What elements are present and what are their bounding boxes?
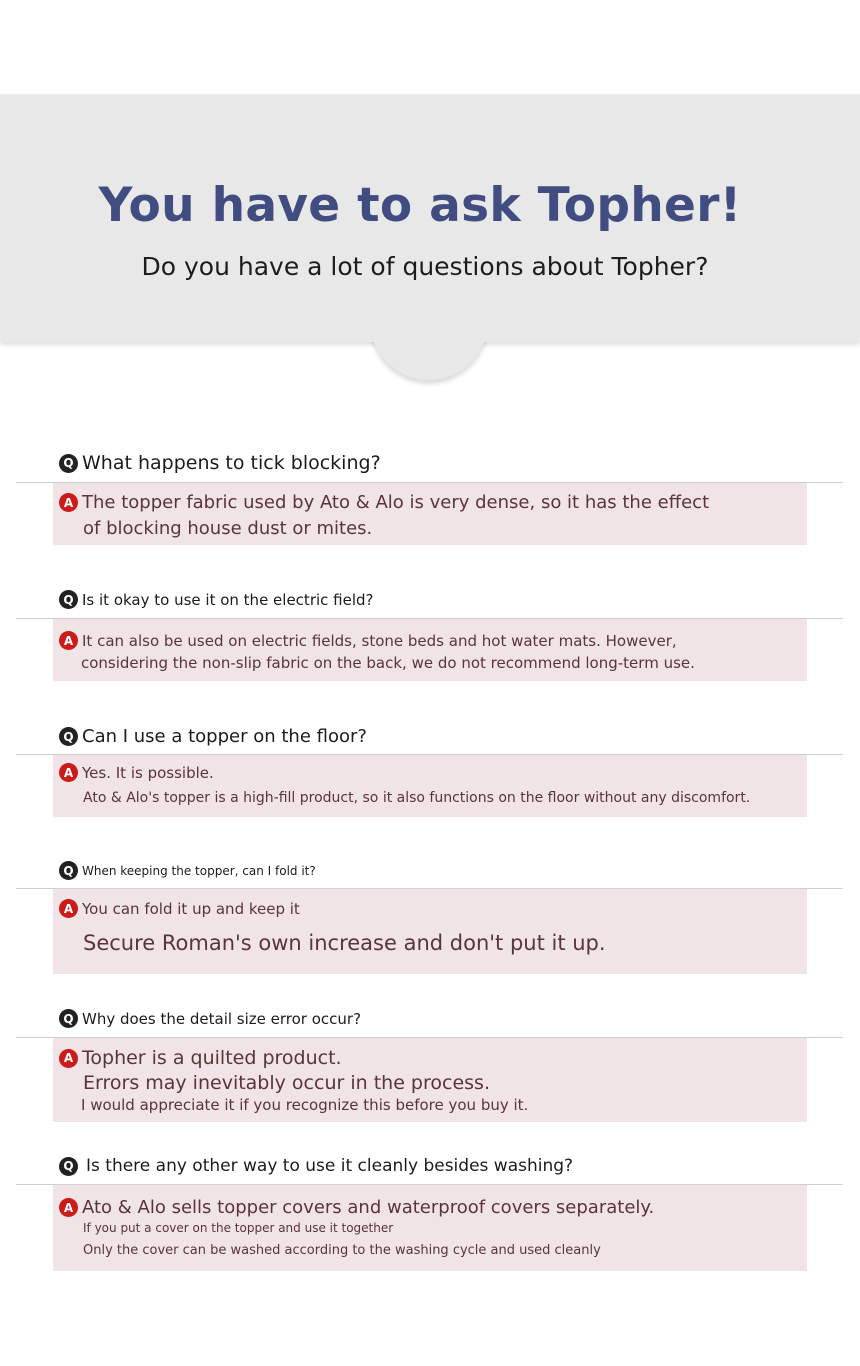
faq-question-text: Is there any other way to use it cleanly besides washing?	[86, 1156, 574, 1176]
faq-question-text: Can I use a topper on the floor?	[82, 726, 367, 747]
answer-badge-icon: A	[59, 1198, 78, 1217]
faq-answer-text: Only the cover can be washed according to the washing cycle and used cleanly	[83, 1243, 601, 1258]
faq-question-text: When keeping the topper, can I fold it?	[82, 863, 316, 878]
faq-answer-text: Errors may inevitably occur in the process.	[83, 1072, 490, 1094]
faq-answer-box	[53, 619, 807, 681]
faq-answer-line	[59, 899, 300, 918]
faq-answer-text: You can fold it up and keep it	[82, 899, 300, 918]
faq-answer-text: considering the non-slip fabric on the back, we do not recommend long-term use.	[81, 654, 695, 672]
faq-answer-text: I would appreciate it if you recognize this before you buy it.	[81, 1096, 529, 1114]
faq-answer-box	[53, 1038, 807, 1122]
faq-answer-text: If you put a cover on the topper and use it together	[83, 1221, 394, 1235]
answer-badge-icon: A	[59, 631, 78, 650]
faq-answer-box	[53, 483, 807, 545]
faq-answer-box	[53, 755, 807, 817]
faq-answer-box	[53, 889, 807, 974]
faq-question	[59, 861, 316, 880]
faq-answer-line	[59, 1047, 342, 1069]
question-badge-icon: Q	[59, 1157, 78, 1176]
faq-answer-text: Yes. It is possible.	[82, 763, 214, 782]
faq-question-text: What happens to tick blocking?	[82, 452, 381, 474]
question-badge-icon: Q	[59, 1009, 78, 1028]
faq-answer-text: Topher is a quilted product.	[82, 1047, 342, 1069]
question-badge-icon: Q	[59, 861, 78, 880]
answer-badge-icon: A	[59, 763, 78, 782]
faq-question	[59, 1156, 573, 1176]
answer-badge-icon: A	[59, 1049, 78, 1068]
answer-badge-icon: A	[59, 493, 78, 512]
answer-badge-icon: A	[59, 899, 78, 918]
faq-question-text: Is it okay to use it on the electric field?	[82, 590, 374, 609]
faq-answer-line	[59, 763, 214, 782]
faq-answer-line	[59, 631, 677, 650]
page-title: You have to ask Topher!	[98, 178, 742, 233]
faq-answer-text: It can also be used on electric fields, stone beds and hot water mats. However,	[82, 631, 677, 650]
question-badge-icon: Q	[59, 590, 78, 609]
faq-answer-text: Ato & Alo sells topper covers and waterproof covers separately.	[82, 1197, 655, 1218]
faq-question	[59, 726, 367, 747]
question-badge-icon: Q	[59, 454, 78, 473]
faq-answer-box	[53, 1185, 807, 1271]
faq-answer-text: The topper fabric used by Ato & Alo is very dense, so it has the effect	[82, 492, 710, 513]
faq-answer-text: Secure Roman's own increase and don't put it up.	[83, 931, 606, 955]
question-badge-icon: Q	[59, 727, 78, 746]
faq-answer-line	[59, 492, 709, 513]
faq-answer-line	[59, 1197, 654, 1218]
faq-question	[59, 1009, 361, 1028]
page-subtitle: Do you have a lot of questions about Topher?	[141, 252, 709, 281]
faq-question	[59, 452, 381, 474]
faq-question-text: Why does the detail size error occur?	[82, 1009, 362, 1028]
faq-answer-text: of blocking house dust or mites.	[83, 518, 373, 539]
faq-answer-text: Ato & Alo's topper is a high-fill product, so it also functions on the floor without any discomfort.	[83, 790, 751, 806]
faq-question	[59, 590, 374, 609]
